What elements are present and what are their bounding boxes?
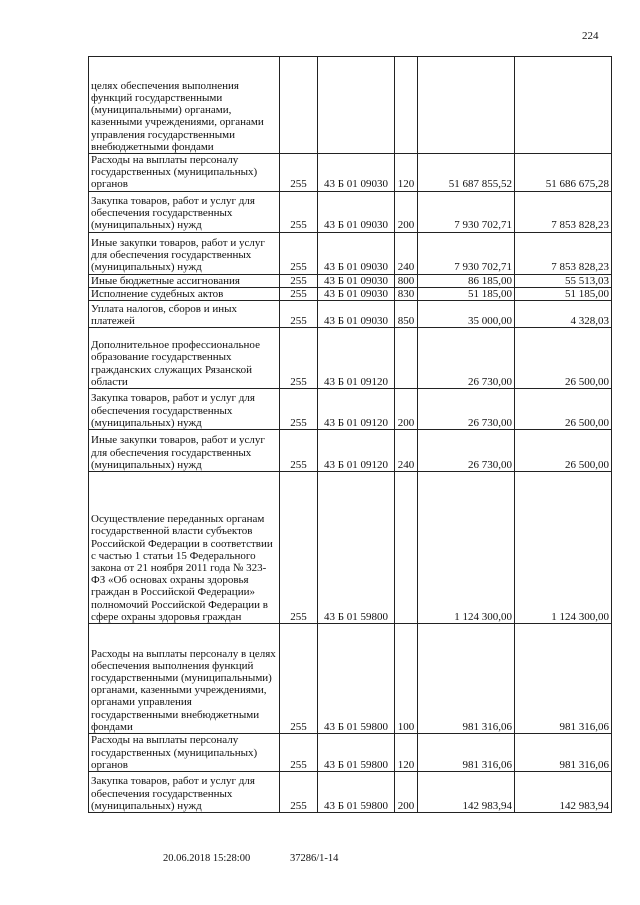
table-row — [89, 624, 612, 734]
table-row — [89, 301, 612, 328]
cell-vr: 830 — [395, 287, 418, 300]
table-row — [89, 287, 612, 300]
cell-name: Исполнение судебных актов — [89, 287, 280, 300]
table-row — [89, 472, 612, 624]
cell-sum-executed — [515, 57, 612, 154]
cell-vr: 850 — [395, 301, 418, 328]
table-row — [89, 328, 612, 389]
cell-sum-planned: 26 730,00 — [418, 328, 515, 389]
table-row — [89, 154, 612, 192]
cell-vr: 200 — [395, 772, 418, 813]
cell-sum-executed: 1 124 300,00 — [515, 472, 612, 624]
cell-sum-planned: 26 730,00 — [418, 430, 515, 472]
cell-sum-planned: 26 730,00 — [418, 389, 515, 430]
cell-sum-planned — [418, 57, 515, 154]
cell-sum-planned: 7 930 702,71 — [418, 232, 515, 274]
cell-sum-planned: 86 185,00 — [418, 274, 515, 287]
cell-csr: 43 Б 01 09030 — [318, 191, 395, 232]
cell-sum-planned: 51 185,00 — [418, 287, 515, 300]
cell-ved: 255 — [280, 287, 318, 300]
cell-ved: 255 — [280, 154, 318, 192]
cell-sum-planned: 981 316,06 — [418, 734, 515, 772]
cell-csr: 43 Б 01 09120 — [318, 328, 395, 389]
cell-csr: 43 Б 01 59800 — [318, 772, 395, 813]
cell-ved: 255 — [280, 232, 318, 274]
cell-vr: 240 — [395, 232, 418, 274]
budget-table-body — [89, 57, 612, 813]
cell-vr: 120 — [395, 154, 418, 192]
cell-csr: 43 Б 01 09030 — [318, 301, 395, 328]
budget-table — [88, 56, 612, 813]
cell-vr: 800 — [395, 274, 418, 287]
footer-document-number: 37286/1-14 — [290, 853, 339, 864]
table-row — [89, 734, 612, 772]
cell-sum-executed: 55 513,03 — [515, 274, 612, 287]
cell-name: Иные закупки товаров, работ и услуг для обеспечения государственных (муниципальных) нужд — [89, 430, 280, 472]
cell-vr: 240 — [395, 430, 418, 472]
cell-sum-executed: 26 500,00 — [515, 328, 612, 389]
cell-ved: 255 — [280, 274, 318, 287]
cell-sum-planned: 981 316,06 — [418, 624, 515, 734]
cell-ved: 255 — [280, 734, 318, 772]
cell-vr — [395, 328, 418, 389]
cell-vr — [395, 472, 418, 624]
cell-ved: 255 — [280, 301, 318, 328]
cell-name: Расходы на выплаты персоналу государственных (муниципальных) органов — [89, 154, 280, 192]
cell-name: Закупка товаров, работ и услуг для обеспечения государственных (муниципальных) нужд — [89, 389, 280, 430]
cell-name: Уплата налогов, сборов и иных платежей — [89, 301, 280, 328]
cell-vr — [395, 57, 418, 154]
table-row — [89, 274, 612, 287]
table-row — [89, 232, 612, 274]
cell-sum-planned: 35 000,00 — [418, 301, 515, 328]
cell-ved: 255 — [280, 472, 318, 624]
cell-csr: 43 Б 01 09030 — [318, 232, 395, 274]
cell-csr: 43 Б 01 59800 — [318, 624, 395, 734]
cell-name: целях обеспечения выполнения функций государственными (муниципальными) органами, казенными учреждениями, органами управления государственными внебюджетными фондами — [89, 57, 280, 154]
cell-name: Иные бюджетные ассигнования — [89, 274, 280, 287]
cell-sum-executed: 981 316,06 — [515, 734, 612, 772]
cell-sum-executed: 7 853 828,23 — [515, 191, 612, 232]
cell-name: Расходы на выплаты персоналу в целях обеспечения выполнения функций государственными (муниципальными) органами, казенными учреждениями, органами управления государственными внебюджетными фондами — [89, 624, 280, 734]
cell-sum-planned: 7 930 702,71 — [418, 191, 515, 232]
cell-csr: 43 Б 01 09030 — [318, 287, 395, 300]
cell-ved — [280, 57, 318, 154]
table-row — [89, 430, 612, 472]
cell-sum-executed: 51 686 675,28 — [515, 154, 612, 192]
cell-vr: 200 — [395, 389, 418, 430]
cell-ved: 255 — [280, 191, 318, 232]
cell-sum-planned: 51 687 855,52 — [418, 154, 515, 192]
cell-name: Закупка товаров, работ и услуг для обеспечения государственных (муниципальных) нужд — [89, 772, 280, 813]
cell-ved: 255 — [280, 430, 318, 472]
table-row — [89, 57, 612, 154]
cell-sum-executed: 7 853 828,23 — [515, 232, 612, 274]
cell-ved: 255 — [280, 328, 318, 389]
cell-name: Расходы на выплаты персоналу государственных (муниципальных) органов — [89, 734, 280, 772]
cell-sum-executed: 26 500,00 — [515, 389, 612, 430]
page-number: 224 — [582, 30, 599, 42]
cell-name: Закупка товаров, работ и услуг для обеспечения государственных (муниципальных) нужд — [89, 191, 280, 232]
cell-csr: 43 Б 01 09120 — [318, 389, 395, 430]
cell-vr: 200 — [395, 191, 418, 232]
cell-csr: 43 Б 01 59800 — [318, 734, 395, 772]
cell-sum-planned: 1 124 300,00 — [418, 472, 515, 624]
cell-csr: 43 Б 01 09030 — [318, 274, 395, 287]
cell-sum-executed: 26 500,00 — [515, 430, 612, 472]
cell-sum-executed: 981 316,06 — [515, 624, 612, 734]
cell-name: Дополнительное профессиональное образование государственных гражданских служащих Рязанской области — [89, 328, 280, 389]
cell-sum-executed: 142 983,94 — [515, 772, 612, 813]
table-row — [89, 772, 612, 813]
cell-ved: 255 — [280, 389, 318, 430]
cell-csr — [318, 57, 395, 154]
cell-vr: 120 — [395, 734, 418, 772]
cell-name: Иные закупки товаров, работ и услуг для обеспечения государственных (муниципальных) нужд — [89, 232, 280, 274]
cell-sum-executed: 4 328,03 — [515, 301, 612, 328]
cell-ved: 255 — [280, 772, 318, 813]
cell-csr: 43 Б 01 59800 — [318, 472, 395, 624]
cell-sum-executed: 51 185,00 — [515, 287, 612, 300]
footer-timestamp: 20.06.2018 15:28:00 — [163, 853, 251, 864]
cell-vr: 100 — [395, 624, 418, 734]
cell-csr: 43 Б 01 09120 — [318, 430, 395, 472]
table-row — [89, 389, 612, 430]
cell-ved: 255 — [280, 624, 318, 734]
table-row — [89, 191, 612, 232]
cell-name: Осуществление переданных органам государственной власти субъектов Российской Федерации в соответствии с частью 1 статьи 15 Федерального закона от 21 ноября 2011 года № 323-ФЗ «Об основах охраны здоровья граждан в Российской Федерации» полномочий Российской Федерации в сфере охраны здоровья граждан — [89, 472, 280, 624]
cell-sum-planned: 142 983,94 — [418, 772, 515, 813]
cell-csr: 43 Б 01 09030 — [318, 154, 395, 192]
